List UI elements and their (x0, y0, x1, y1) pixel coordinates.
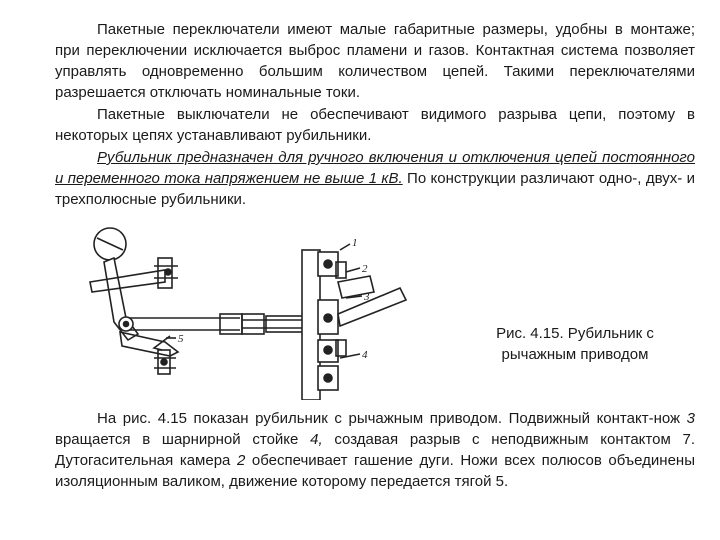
figure-caption (470, 323, 680, 365)
label-3: 3 (364, 291, 370, 303)
ref-number-3: 3 (686, 410, 695, 427)
ref-number-4: 4, (310, 431, 323, 448)
underlined-definition: Рубильник предназначен для ручного включения и отключения цепей постоянного и переменного тока напряжением не выше 1 кВ. (55, 149, 695, 187)
text-segment: На рис. 4.15 показан рубильник с рычажным приводом. Подвижный контакт-нож (97, 410, 687, 427)
knife-blade (338, 288, 406, 326)
caption-line-2: рычажным приводом (501, 346, 649, 363)
label-1: 1 (352, 237, 358, 249)
label-5: 5 (178, 333, 184, 345)
paragraph-tail: По конструкции различают одно-, двух- и трехполюсные рубильники. (55, 170, 695, 208)
caption-line-1: Рис. 4.15. Рубильник с (496, 325, 654, 342)
paragraph-packet-breakers: Пакетные выключатели не обеспечивают видимого разрыва цепи, поэтому в некоторых цепях устанавливают рубильники. (55, 106, 695, 144)
paragraph-packet-switches: Пакетные переключатели имеют малые габаритные размеры, удобны в монтаже; при переключении исключается выброс пламени и газов. Контактная система позволяет управлять одновременно большим количеством цепей. Такими переключателями разрешается отключать номинальные токи. (55, 21, 695, 101)
ref-number-2: 2 (236, 452, 246, 469)
knife-switch-drawing (70, 222, 410, 400)
text-segment: вращается в шарнирной стойке (55, 431, 311, 448)
paragraph-knife-switch-definition (55, 147, 695, 210)
text-segment: создавая разрыв с неподвижным контактом 7. Дутогасительная камера (55, 431, 695, 469)
paragraph-figure-description (55, 408, 695, 492)
knife-switch-figure (70, 222, 410, 400)
label-2: 2 (362, 263, 368, 275)
text-segment: обеспечивает гашение дуги. Ножи всех полюсов объединены изоляционным валиком, движение которому передается тягой 5. (55, 452, 695, 490)
label-4: 4 (362, 349, 368, 361)
